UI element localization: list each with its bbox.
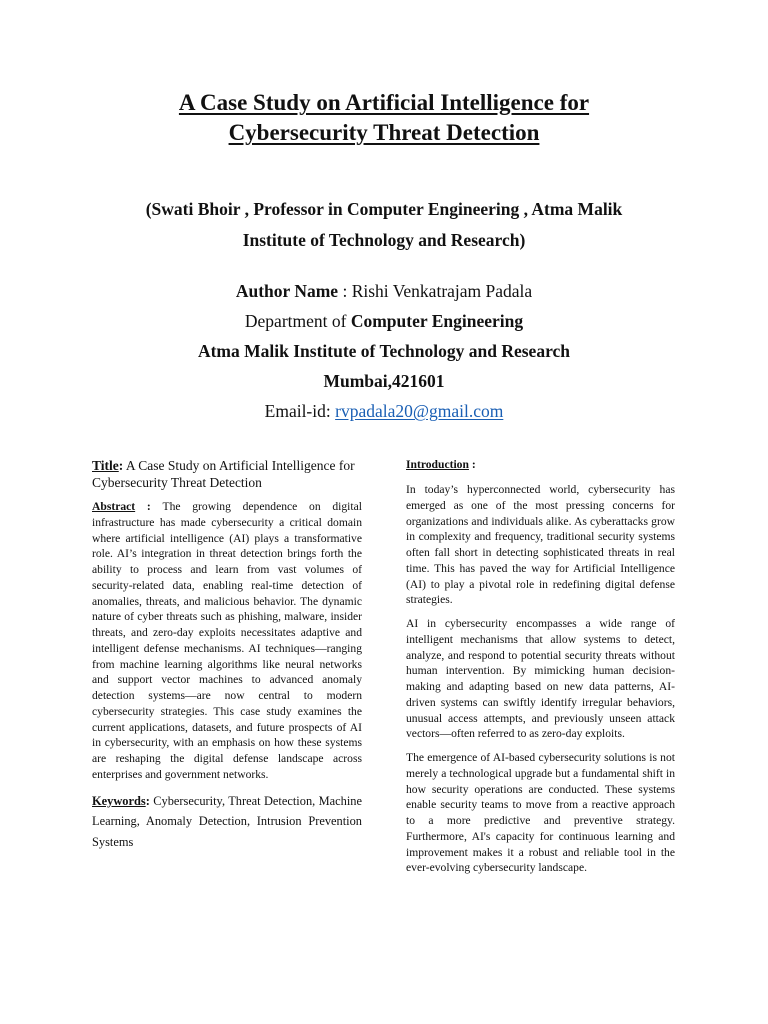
email-label: Email-id:: [264, 401, 336, 421]
abstract-label: Abstract: [92, 500, 136, 513]
keywords-paragraph: [92, 791, 362, 853]
title-line-1: A Case Study on Artificial Intelligence for: [178, 90, 590, 115]
title-line-2: Cybersecurity Threat Detection: [228, 120, 540, 145]
location-line: [84, 366, 684, 396]
keywords-text: Cybersecurity, Threat Detection, Machine Learning, Anomaly Detection, Intrusion Prevention Systems: [92, 793, 362, 849]
author-label: Author Name: [235, 281, 339, 301]
email-line: [84, 396, 684, 426]
intro-paragraph-1: In today’s hyperconnected world, cybersecurity has emerged as one of the most pressing concerns for organizations and individuals alike. As cyberattacks grow in complexity and frequency, traditional security systems often fall short in detecting sophisticated threats in real time. This has paved the way for Artificial Intelligence (AI) to play a pivotal role in redefining digital defense strategies.: [406, 483, 675, 607]
institute-line: [84, 336, 684, 366]
abstract-text: The growing dependence on digital infrastructure has made cybersecurity a critical domain where artificial intelligence (AI) plays a transformative role. AI’s integration in threat detection brings forth the ability to process and learn from vast volumes of security-related data, enabling real-time detection of anomalies, threats, and malicious behavior. The dynamic nature of cyber threats such as phishing, malware, insider threats, and zero-day exploits necessitates adaptive and intelligent defense mechanisms. AI techniques—ranging from machine learning algorithms like neural networks and support vector machines to advanced anomaly detection systems—are now central to modern cybersecurity strategies. This case study examines the current applications, datasets, and future prospects of AI in cybersecurity, with an emphasis on how these systems are reshaping the digital defense landscape across enterprises and government networks.: [92, 500, 362, 781]
affiliation: [84, 194, 684, 256]
left-column: [92, 457, 362, 852]
introduction-suffix: :: [468, 458, 476, 471]
affiliation-line-1: (Swati Bhoir , Professor in Computer Engineering , Atma Malik: [145, 199, 623, 219]
intro-paragraph-2: AI in cybersecurity encompasses a wide range of intelligent mechanisms that allow systems to detect, analyze, and respond to potential security threats without human intervention. By mimicking human decision-making and adapting based on new data patterns, AI-driven systems can swiftly identify irregular behaviors, unusual access attempts, and previously unseen attack vectors—often referred to as zero-day exploits.: [406, 617, 675, 741]
title-block: [92, 457, 362, 491]
introduction-heading: [406, 457, 675, 472]
title-label: Title: [92, 458, 119, 473]
department-prefix: Department of: [244, 311, 351, 331]
introduction-label: Introduction: [406, 458, 469, 471]
location: Mumbai,421601: [323, 371, 445, 391]
institute-name: Atma Malik Institute of Technology and Research: [197, 341, 571, 361]
title-colon: :: [118, 458, 124, 473]
abstract-paragraph: [92, 499, 362, 783]
department-name: Computer Engineering: [350, 311, 524, 331]
author-name: Rishi Venkatrajam Padala: [351, 281, 533, 301]
author-block: [84, 276, 684, 426]
right-column: [406, 457, 675, 884]
affiliation-line-2: Institute of Technology and Research): [242, 230, 526, 250]
keywords-label: Keywords: [92, 793, 146, 808]
title-text: A Case Study on Artificial Intelligence for Cybersecurity Threat Detection: [92, 458, 355, 490]
intro-paragraph-3: The emergence of AI-based cybersecurity solutions is not merely a technological upgrade but a fundamental shift in how security operations are conducted. These systems enable security teams to move from a reactive approach to a more predictive and preventive strategy. Furthermore, AI's capacity for continuous learning and improvement makes it a robust and reliable tool in the ever-evolving cybersecurity landscape.: [406, 751, 675, 875]
keywords-colon: :: [145, 793, 150, 808]
author-line: [84, 276, 684, 306]
abstract-colon: :: [135, 500, 163, 513]
email-link[interactable]: rvpadala20@gmail.com: [335, 401, 504, 421]
paper-title: [84, 88, 684, 148]
department-line: [84, 306, 684, 336]
author-separator: :: [338, 281, 352, 301]
